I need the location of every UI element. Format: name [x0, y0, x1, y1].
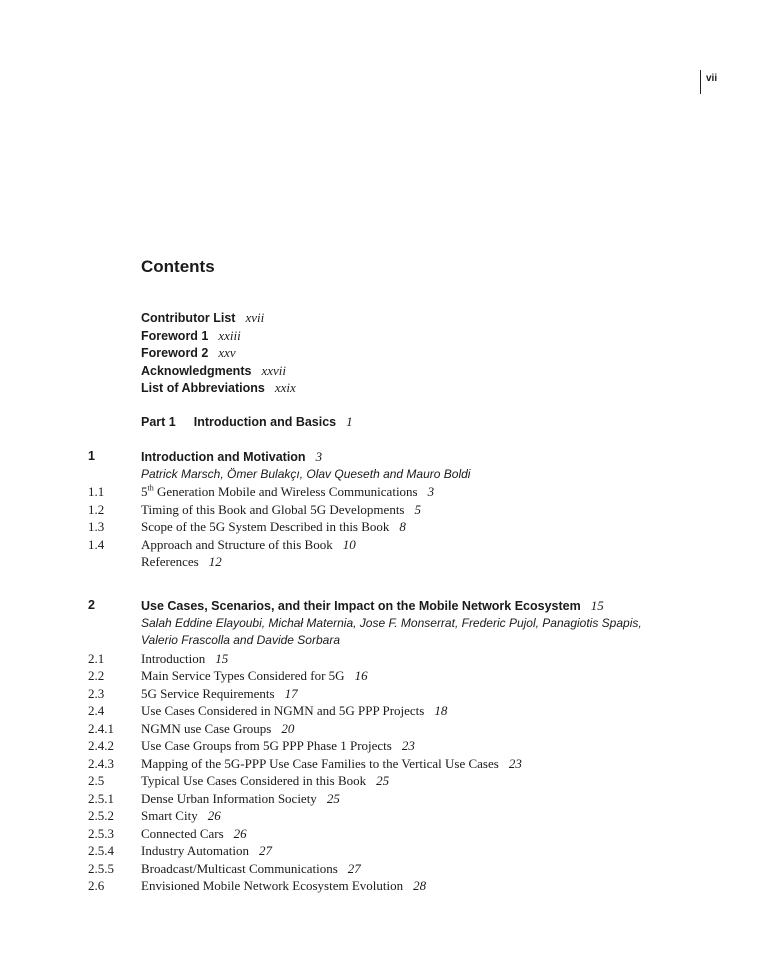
toc-entry-foreword-2[interactable] — [141, 344, 296, 362]
toc-page-number: 26 — [233, 825, 247, 841]
toc-page-number: 28 — [413, 878, 427, 893]
toc-section-2-3[interactable] — [0, 685, 773, 703]
section-title: Mapping of the 5G-PPP Use Case Families to the Vertical Use Cases — [141, 755, 499, 771]
toc-part-1[interactable] — [141, 413, 353, 431]
section-number: 1.4 — [88, 536, 105, 552]
section-title: Generation Mobile and Wireless Communications — [153, 484, 418, 499]
toc-entry-label: List of Abbreviations — [141, 381, 265, 395]
toc-chapter-2[interactable] — [0, 597, 773, 615]
part-title: Introduction and Basics — [193, 415, 337, 429]
section-number: 1.1 — [88, 484, 105, 499]
chapter-title: Use Cases, Scenarios, and their Impact on the Mobile Network Ecosystem — [141, 599, 581, 613]
chapter-authors — [0, 615, 773, 633]
toc-entry-label: Contributor List — [141, 311, 236, 325]
toc-page-number: 3 — [315, 449, 323, 464]
chapter-authors — [0, 466, 773, 484]
toc-section-2-4-2[interactable] — [0, 737, 773, 755]
section-title: References — [141, 554, 199, 569]
chapter-authors-text: Valerio Frascolla and Davide Sorbara — [141, 633, 340, 647]
toc-section-1-4[interactable] — [0, 536, 773, 554]
section-title: 5G Service Requirements — [141, 685, 275, 701]
toc-section-2-6[interactable] — [0, 877, 773, 895]
toc-section-2-5[interactable] — [0, 772, 773, 790]
toc-page-number: xxiii — [218, 327, 241, 343]
section-title: Use Cases Considered in NGMN and 5G PPP Projects — [141, 703, 425, 718]
toc-section-2-4[interactable] — [0, 702, 773, 720]
toc-page-number: 18 — [434, 703, 448, 718]
section-title: Approach and Structure of this Book — [141, 536, 333, 552]
toc-page-number: xxvii — [261, 362, 286, 378]
toc-page-number: 10 — [342, 536, 356, 552]
section-number: 2.5.1 — [88, 790, 114, 806]
section-number: 2.5.2 — [88, 808, 114, 823]
section-title: Broadcast/Multicast Communications — [141, 860, 338, 876]
page-number: vii — [700, 70, 717, 94]
toc-page-number: 23 — [508, 755, 522, 771]
section-number: 2.4 — [88, 703, 105, 718]
section-title: Timing of this Book and Global 5G Developments — [141, 501, 405, 517]
toc-entry-contributor-list[interactable] — [141, 309, 296, 327]
section-title: Smart City — [141, 808, 198, 823]
section-title: Envisioned Mobile Network Ecosystem Evolution — [141, 878, 404, 893]
toc-section-2-5-1[interactable] — [0, 790, 773, 808]
toc-entry-foreword-1[interactable] — [141, 327, 296, 345]
toc-page-number: 17 — [284, 685, 298, 701]
section-number: 2.4.2 — [88, 738, 114, 753]
part-label: Part 1 — [141, 415, 176, 429]
section-title: Use Case Groups from 5G PPP Phase 1 Projects — [141, 738, 392, 753]
section-title: Connected Cars — [141, 825, 224, 841]
chapter-authors — [0, 632, 773, 650]
section-title: Scope of the 5G System Described in this Book — [141, 519, 390, 534]
toc-page-number: xxv — [218, 345, 236, 360]
toc-entry-label: Acknowledgments — [141, 363, 252, 378]
section-number: 2.4.3 — [88, 755, 114, 771]
toc-page-number: 5 — [414, 501, 421, 517]
section-number: 2.5.4 — [88, 843, 114, 858]
toc-section-1-2[interactable] — [0, 501, 773, 519]
toc-section-2-2[interactable] — [0, 667, 773, 685]
section-number: 1.2 — [88, 501, 105, 517]
section-number: 2.2 — [88, 668, 105, 683]
toc-page-number: 27 — [258, 843, 272, 858]
toc-section-2-5-2[interactable] — [0, 807, 773, 825]
toc-section-2-5-5[interactable] — [0, 860, 773, 878]
toc-section-2-4-3[interactable] — [0, 755, 773, 773]
toc-section-2-5-3[interactable] — [0, 825, 773, 843]
section-title: Dense Urban Information Society — [141, 790, 317, 806]
section-number: 2.5.5 — [88, 860, 114, 876]
toc-section-2-5-4[interactable] — [0, 842, 773, 860]
section-number: 2.1 — [88, 650, 105, 666]
section-title: NGMN use Case Groups — [141, 720, 272, 736]
toc-page-number: 25 — [376, 773, 390, 788]
chapter-2-block — [0, 597, 773, 895]
page-title: Contents — [141, 257, 215, 276]
toc-entry-list-of-abbreviations[interactable] — [141, 379, 296, 397]
section-title: Typical Use Cases Considered in this Book — [141, 773, 367, 788]
toc-page-number: 20 — [281, 720, 295, 736]
section-title: Introduction — [141, 650, 206, 666]
chapter-number: 1 — [88, 449, 95, 463]
section-title: Industry Automation — [141, 843, 249, 858]
toc-section-1-1[interactable] — [0, 483, 773, 501]
toc-chapter-1[interactable] — [0, 448, 773, 466]
toc-page-number: 27 — [347, 860, 361, 876]
section-number: 2.5 — [88, 773, 105, 788]
toc-page-number: 12 — [208, 554, 222, 569]
toc-entry-label: Foreword 2 — [141, 346, 209, 360]
toc-page-number: 26 — [207, 808, 221, 823]
toc-section-2-1[interactable] — [0, 650, 773, 668]
toc-references[interactable] — [0, 553, 773, 571]
section-title: Main Service Types Considered for 5G — [141, 668, 345, 683]
section-number: 2.5.3 — [88, 825, 114, 841]
toc-entry-acknowledgments[interactable] — [141, 362, 296, 380]
toc-page-number: 15 — [215, 650, 229, 666]
toc-page-number: 1 — [346, 414, 353, 429]
toc-page-number: 3 — [427, 484, 435, 499]
toc-page-number: xxix — [274, 380, 296, 395]
chapter-1-block — [0, 448, 773, 571]
toc-page-number: 15 — [590, 598, 604, 613]
toc-page-number: 25 — [326, 790, 340, 806]
section-number: 1.3 — [88, 519, 105, 534]
toc-entry-label: Foreword 1 — [141, 328, 209, 343]
chapter-title: Introduction and Motivation — [141, 450, 306, 464]
chapter-number: 2 — [88, 598, 95, 612]
front-matter-list — [141, 309, 296, 397]
toc-page-number: 16 — [354, 668, 368, 683]
section-number: 2.4.1 — [88, 720, 114, 736]
toc-section-2-4-1[interactable] — [0, 720, 773, 738]
section-number: 2.6 — [88, 878, 105, 893]
chapter-authors-text: Patrick Marsch, Ömer Bulakçı, Olav Queseth and Mauro Boldi — [141, 466, 471, 481]
chapter-authors-text: Salah Eddine Elayoubi, Michał Maternia, Jose F. Monserrat, Frederic Pujol, Panagiotis Spapis, — [141, 615, 642, 630]
section-title-superscript: th — [147, 483, 154, 493]
section-title-prefix: 5 — [141, 484, 148, 499]
toc-page-number: 23 — [401, 738, 415, 753]
toc-page-number: xvii — [245, 310, 265, 325]
toc-section-1-3[interactable] — [0, 518, 773, 536]
section-number: 2.3 — [88, 685, 105, 701]
toc-page-number: 8 — [399, 519, 406, 534]
